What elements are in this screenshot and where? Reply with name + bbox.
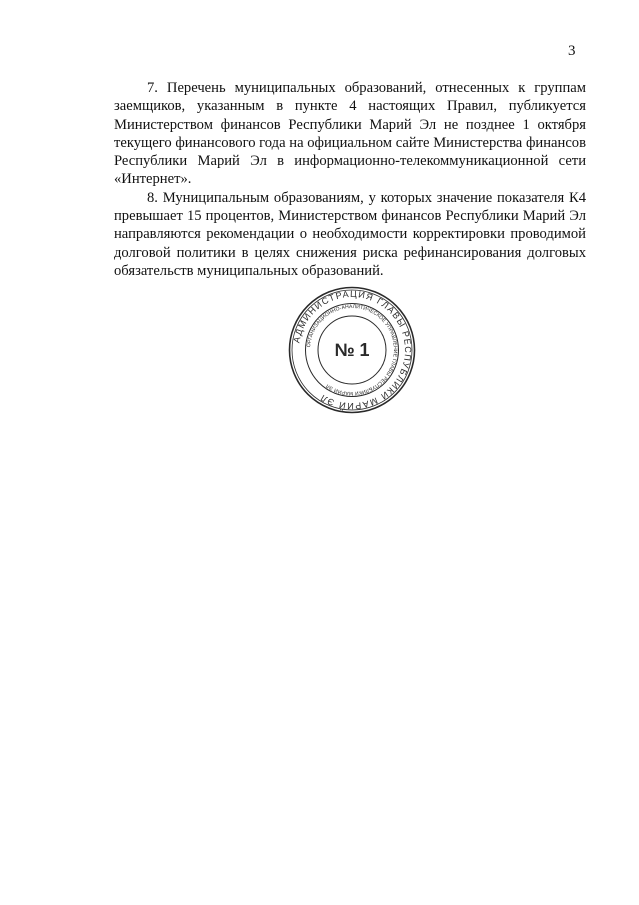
seal-center-number: № 1 <box>334 340 370 360</box>
seal-inner-ring-path: ОРГАНИЗАЦИОННО-АНАЛИТИЧЕСКОЕ УПРАВЛЕНИЕ ГЛАВЫ РЕСПУБЛИКИ МАРИЙ ЭЛ <box>306 303 399 397</box>
document-body <box>114 79 586 280</box>
paragraph-8: 8. Муниципальным образованиям, у которых значение показателя К4 превышает 15 процентов, Министерством финансов Республики Марий Эл направляются рекомендации о необходимости корректировки проводимой долговой политики в целях снижения риска рефинансирования долговых обязательств муниципальных образований. <box>114 189 586 279</box>
seal-outer-ring-path: АДМИНИСТРАЦИЯ ГЛАВЫ РЕСПУБЛИКИ МАРИЙ ЭЛ <box>291 288 414 412</box>
paragraph-7: 7. Перечень муниципальных образований, отнесенных к группам заемщиков, указанным в пункте 4 настоящих Правил, публикуется Министерством финансов Республики Марий Эл не позднее 1 октября текущего финансового года на официальном сайте Министерства финансов Республики Марий Эл в информационно-телекоммуникационной сети «Интернет». <box>114 80 586 188</box>
page-number: 3 <box>568 43 576 59</box>
official-seal <box>287 285 417 415</box>
seal-graphic <box>287 285 417 415</box>
